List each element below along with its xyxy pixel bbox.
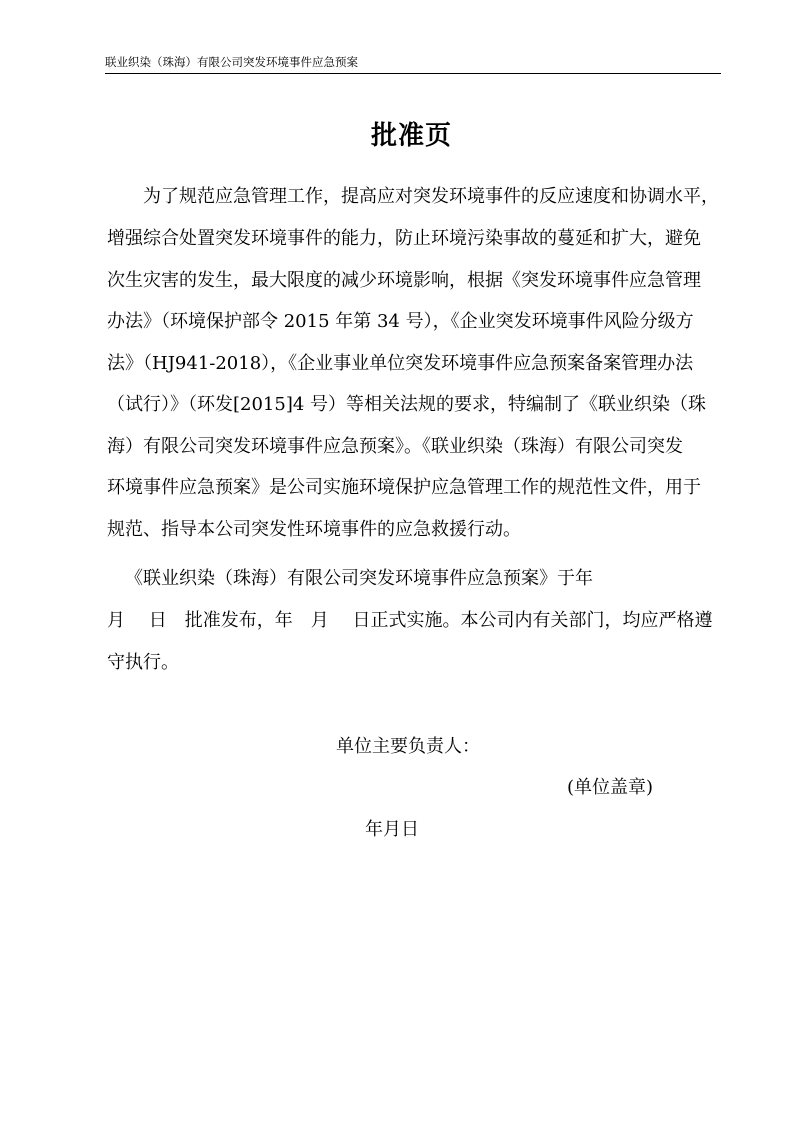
running-header: 联业织染（珠海）有限公司突发环境事件应急预案 [105,54,721,74]
company-seal-label: (单位盖章) [567,777,654,798]
paragraph-line: （试行）》（环发[2015]4 号）等相关法规的要求，特编制了《联业织染（珠 [107,394,707,415]
paragraph-line: 海）有限公司突发环境事件应急预案》。《联业织染（珠海）有限公司突发 [107,436,683,457]
paragraph-line: 月 日 批准发布，年 月 日正式实施。本公司内有关部门，均应严格遵 [107,610,713,631]
paragraph-line: 环境事件应急预案》是公司实施环境保护应急管理工作的规范性文件，用于 [107,477,701,498]
paragraph-line: 《联业织染（珠海）有限公司突发环境事件应急预案》于年 [125,568,593,589]
paragraph-line: 守执行。 [107,652,179,673]
paragraph-line: 法》（HJ941-2018），《企业事业单位突发环境事件应急预案备案管理办法 [107,353,694,374]
paragraph-line: 增强综合处置突发环境事件的能力，防止环境污染事故的蔓延和扩大，避免 [107,228,701,249]
page-title: 批准页 [370,121,452,151]
paragraph-line: 为了规范应急管理工作，提高应对突发环境事件的反应速度和协调水平， [143,186,719,207]
responsible-person-label: 单位主要负责人： [336,736,480,757]
paragraph-line: 次生灾害的发生，最大限度的减少环境影响，根据《突发环境事件应急管理 [107,270,701,291]
paragraph-line: 规范、指导本公司突发性环境事件的应急救援行动。 [107,519,521,540]
date-label: 年月日 [365,819,419,840]
paragraph-line: 办法》（环境保护部令 2015 年第 34 号），《企业突发环境事件风险分级方 [107,311,694,332]
